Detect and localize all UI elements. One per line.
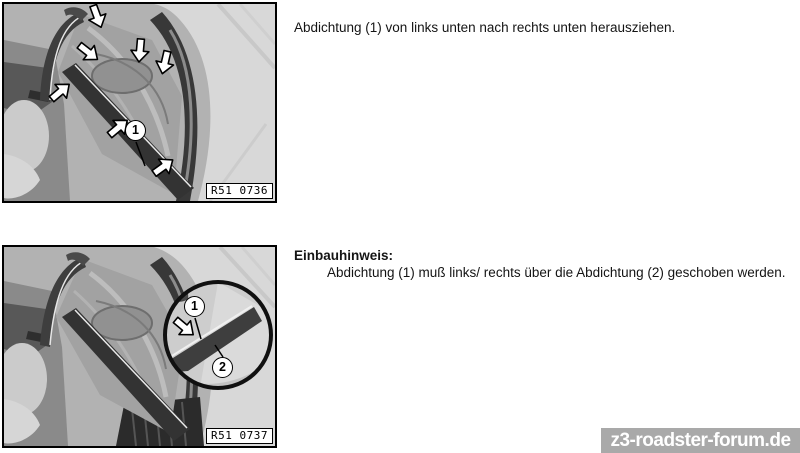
note-heading: Einbauhinweis: [294, 248, 394, 263]
soft-top-seal-detail-illustration [4, 247, 275, 446]
figure-ref-label: R51 0736 [206, 183, 273, 199]
instruction-step: Abdichtung (1) von links unten nach rechts unten herausziehen. [294, 19, 676, 35]
callout-2: 2 [212, 357, 233, 378]
installation-note [294, 247, 798, 281]
figure-seal-removal [2, 2, 277, 203]
figure-ref-label: R51 0737 [206, 428, 273, 444]
watermark: z3-roadster-forum.de [601, 428, 800, 453]
callout-1: 1 [184, 296, 205, 317]
note-body: Abdichtung (1) muß links/ rechts über die Abdichtung (2) geschoben werden. [327, 265, 786, 280]
callout-1: 1 [125, 120, 146, 141]
figure-seal-installation-detail [2, 245, 277, 448]
soft-top-seal-removal-illustration [4, 4, 275, 201]
